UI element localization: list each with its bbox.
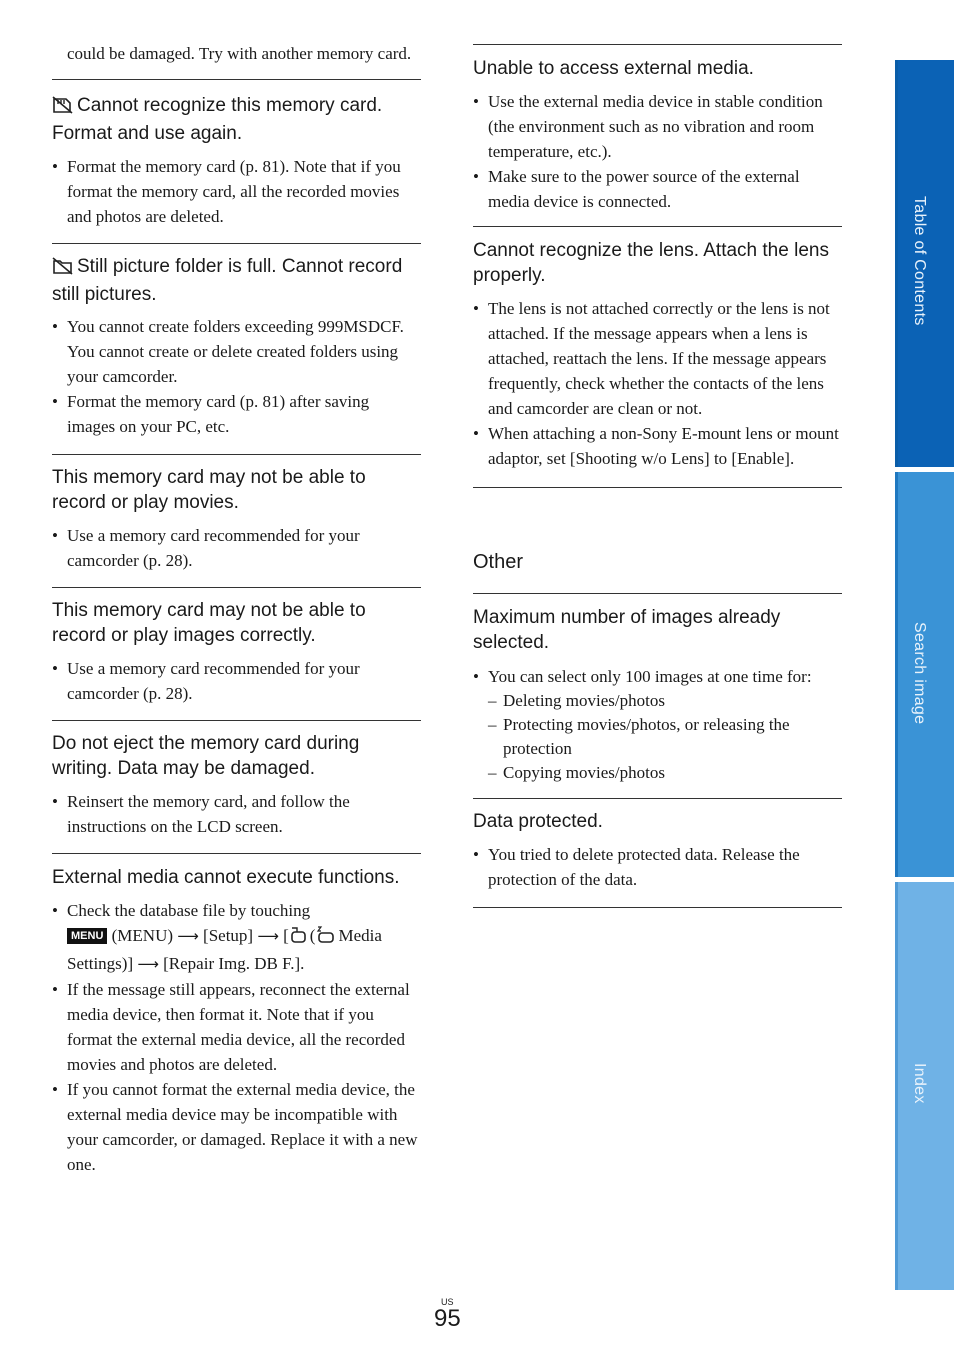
list-item: • Use a memory card recommended for your camcorder (p. 28). [52,656,421,706]
list-item: • You tried to delete protected data. Release the protection of the data. [473,842,842,892]
list-item: • When attaching a non-Sony E-mount lens or mount adaptor, set [Shooting w/o Lens] to [Enable]. [473,421,842,471]
arrow-right-icon: ⟶ [257,927,279,945]
side-tabs [895,60,954,1290]
sub-item: – Protecting movies/photos, or releasing the [488,715,790,734]
tab-label: Index [911,1063,928,1104]
divider [473,907,842,908]
right-column [473,0,842,908]
list-item: • If the message still appears, reconnect the external media device, then format it. Note that if you format the external media device, all the recorded movies and photos are deleted. [52,977,421,1077]
list-item: • You can select only 100 images at one time for: [473,664,842,689]
section-cannot-recognize-card [52,93,421,229]
section-folder-full [52,254,421,439]
page-region-label: US [441,1297,454,1307]
list-item: • If you cannot format the external media device, the external media device may be incompatible with your camcorder, or damaged. Replace it with a new one. [52,1077,421,1177]
section-heading: Do not eject the memory card during writing. Data may be damaged. [52,733,360,779]
section-lens [473,238,842,471]
intro-text: could be damaged. Try with another memory card. [67,44,412,63]
tab-label: Table of Contents [911,196,928,326]
left-column [52,0,421,1177]
sub-item-continuation: protection [503,739,572,758]
list-item: • Format the memory card (p. 81) after saving images on your PC, etc. [52,389,421,439]
tab-search-image[interactable] [895,472,954,877]
list-item: • The lens is not attached correctly or the lens is not attached. If the message appears when a lens is attached, reattach the lens. If the message appears frequently, check whether the contacts of the lens and camcorder are clean or not. [473,296,842,421]
list-item: • You cannot create folders exceeding 999MSDCF. You cannot create or delete created folders using your camcorder. [52,314,421,389]
tab-index[interactable] [895,882,954,1290]
list-item: • Reinsert the memory card, and follow the instructions on the LCD screen. [52,789,421,839]
other-title: Other [473,551,524,573]
media-settings-icon [315,926,335,951]
list-item: • Format the memory card (p. 81). Note that if you format the memory card, all the recorded movies and photos are deleted. [52,154,421,229]
tab-label: Search image [911,622,928,725]
section-unable-access [473,56,842,214]
section-may-not-record-movies [52,465,421,573]
section-heading: Maximum number of images already selected. [473,607,781,653]
list-item: • Make sure to the power source of the external media device is connected. [473,164,842,214]
section-heading: Data protected. [473,811,603,832]
sub-item: – Deleting movies/photos [488,691,665,710]
list-item: • Check the database file by touching MENU (MENU) ⟶ [Setup] ⟶ [ ( Media Settings)] ⟶ [Repair Img. DB F.]. [52,898,421,977]
arrow-right-icon: ⟶ [177,927,199,945]
section-do-not-eject [52,731,421,839]
list-item: • Use a memory card recommended for your camcorder (p. 28). [52,523,421,573]
menu-icon: MENU [67,928,107,944]
section-max-images [473,605,842,785]
section-heading: External media cannot execute functions. [52,867,400,888]
memory-card-warning-icon [52,96,74,121]
section-heading: This memory card may not be able to record or play movies. [52,467,366,513]
folder-full-icon [52,257,74,282]
arrow-right-icon: ⟶ [137,955,159,973]
section-heading: Still picture folder is full. Cannot record still pictures. [52,256,403,305]
page-number: 95 [434,1305,461,1332]
section-heading: This memory card may not be able to record or play images correctly. [52,600,366,646]
section-external-media [52,865,421,1177]
sub-item: – Copying movies/photos [488,763,665,782]
section-data-protected [473,809,842,892]
tab-table-of-contents[interactable] [895,60,954,467]
section-heading: Unable to access external media. [473,58,754,79]
list-item: • Use the external media device in stable condition (the environment such as no vibration and room temperature, etc.). [473,89,842,164]
camera-settings-icon [289,926,307,951]
section-heading: Cannot recognize the lens. Attach the lens properly. [473,240,829,286]
section-heading: Cannot recognize this memory card. Format and use again. [52,95,383,144]
section-may-not-record-images [52,598,421,706]
